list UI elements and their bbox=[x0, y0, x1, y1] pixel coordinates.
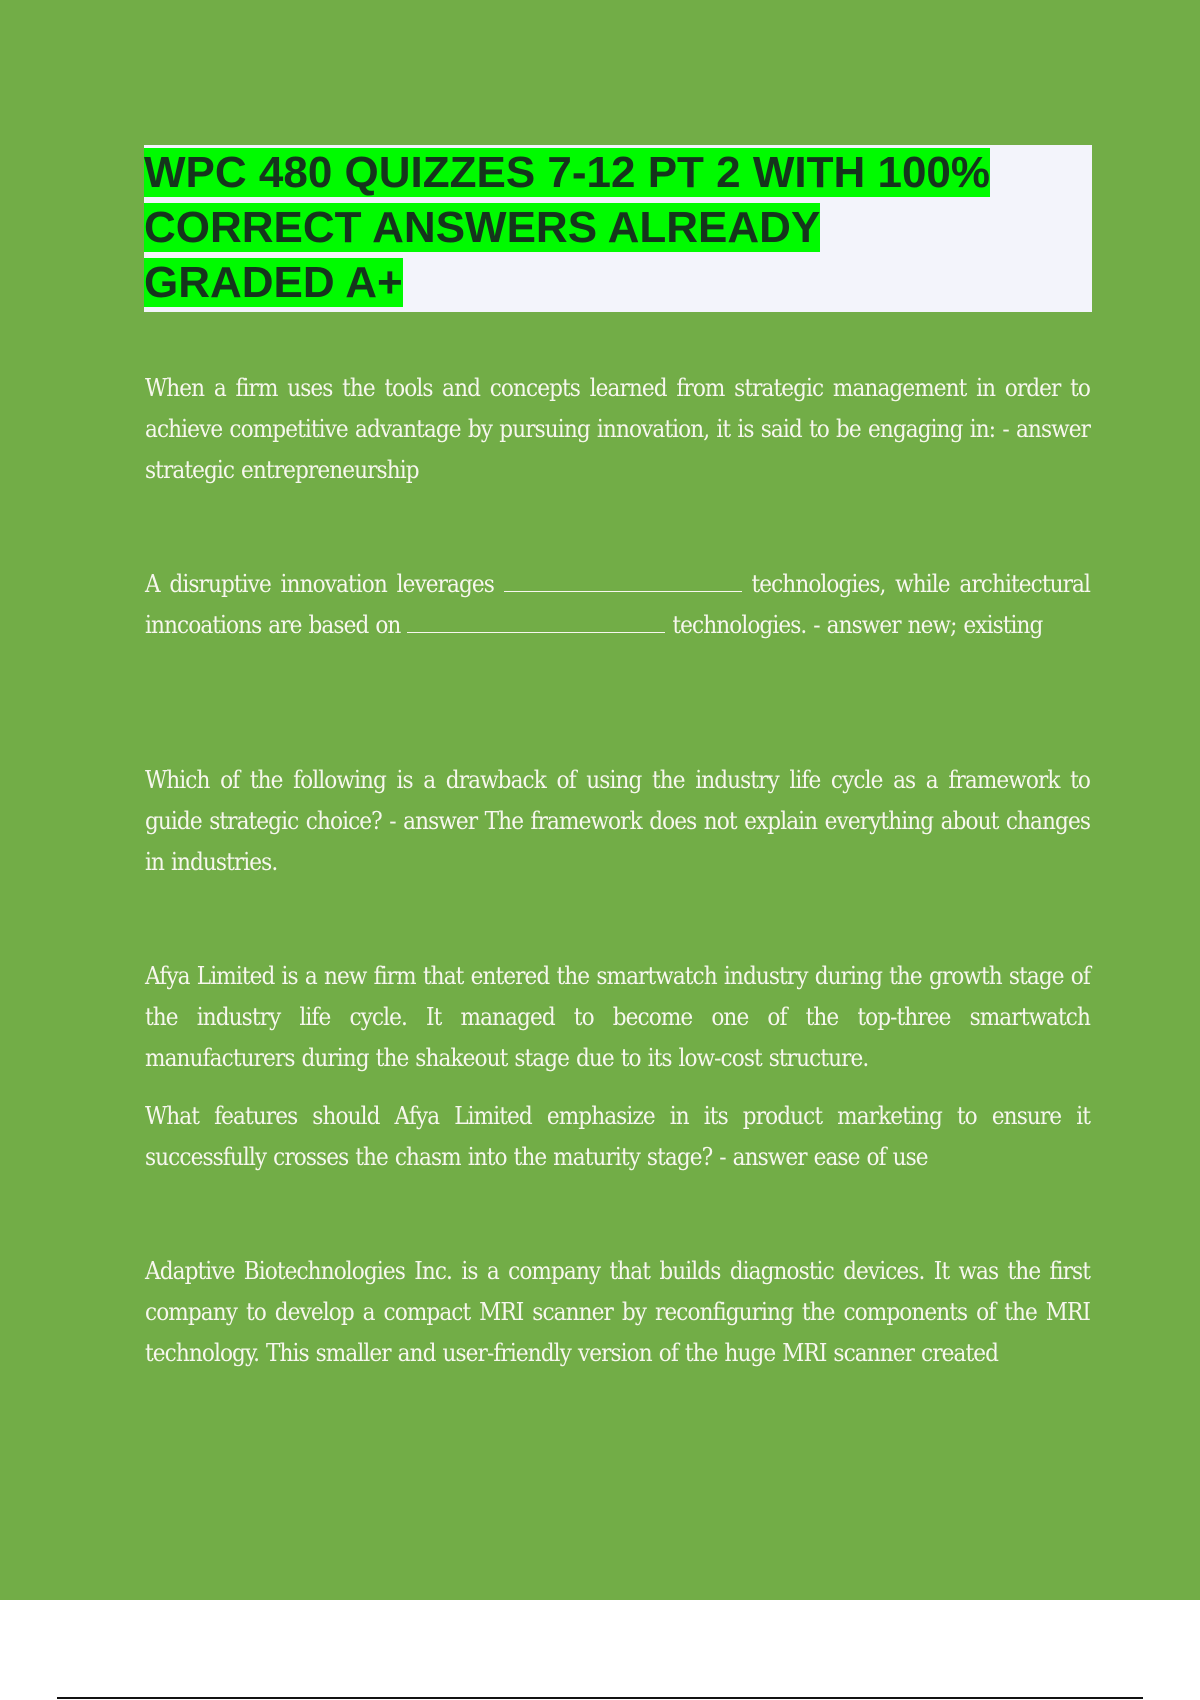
question-5: Adaptive Biotechnologies Inc. is a company that builds diagnostic devices. It was the first company to develop a compact MRI scanner by reconfiguring the components of the MRI technology. This smaller and user-friendly version of the huge MRI scanner created bbox=[145, 1257, 1090, 1367]
title-line-2: CORRECT ANSWERS ALREADY bbox=[144, 203, 821, 252]
title-line-3: GRADED A+ bbox=[144, 258, 403, 307]
document-title bbox=[144, 145, 1084, 310]
question-2-part-2: technologies, while architectural inncoations are based on bbox=[145, 570, 1090, 639]
question-3: Which of the following is a drawback of using the industry life cycle as a framework to guide strategic choice? - answer The framework does not explain everything about changes in industries. bbox=[145, 766, 1090, 876]
answer-blank bbox=[504, 565, 742, 592]
question-1: When a firm uses the tools and concepts learned from strategic management in order to achieve competitive advantage by pursuing innovation, it is said to be engaging in: - answer strategic entrepreneurship bbox=[145, 374, 1090, 484]
footer-rule bbox=[57, 1697, 1143, 1699]
question-2-part-1: A disruptive innovation leverages bbox=[145, 570, 494, 598]
title-line-1: WPC 480 QUIZZES 7-12 PT 2 WITH 100% bbox=[144, 148, 991, 197]
question-4-context: Afya Limited is a new firm that entered the smartwatch industry during the growth stage of the industry life cycle. It managed to become one of the top-three smartwatch manufacturers during the shakeout stage due to its low-cost structure. bbox=[145, 962, 1090, 1072]
question-2 bbox=[145, 564, 1090, 646]
question-2-part-3: technologies. - answer new; existing bbox=[672, 611, 1043, 639]
answer-blank bbox=[407, 606, 665, 633]
question-4: What features should Afya Limited emphasize in its product marketing to ensure it successfully crosses the chasm into the maturity stage? - answer ease of use bbox=[145, 1102, 1090, 1171]
